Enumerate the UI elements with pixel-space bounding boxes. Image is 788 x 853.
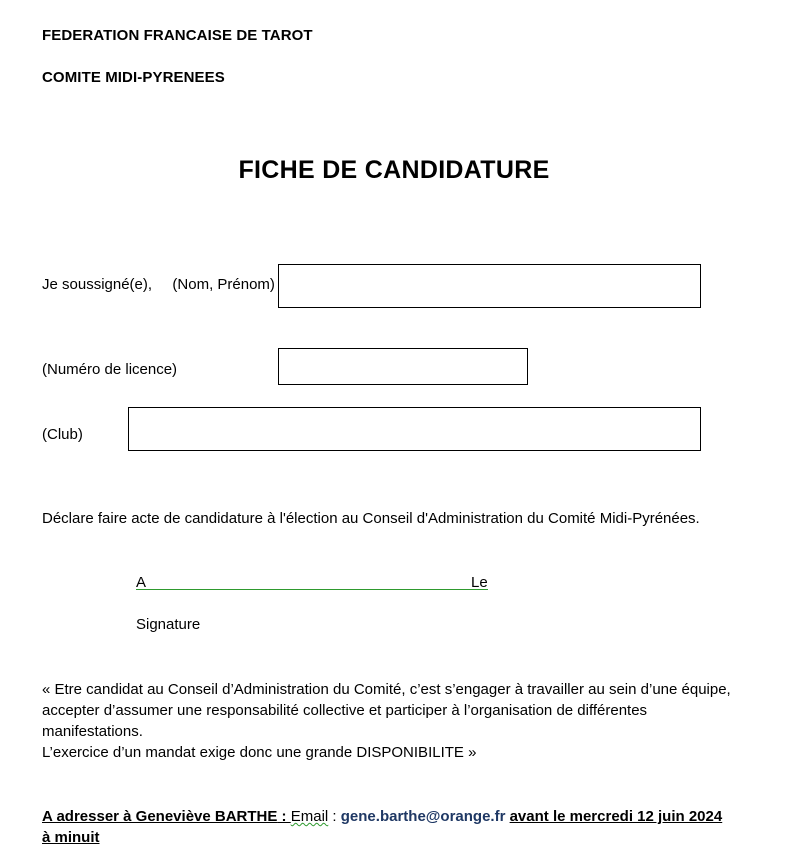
name-label <box>42 276 275 293</box>
name-label-prefix: Je soussigné(e), <box>42 276 153 293</box>
email-label: Email <box>290 808 329 825</box>
footer-line-2 <box>42 827 100 848</box>
place-label: A <box>136 574 147 591</box>
deadline-time: à minuit <box>42 829 100 846</box>
declaration-text: Déclare faire acte de candidature à l'élection au Conseil d'Administration du Comité Midi-Pyrénées. <box>42 510 700 527</box>
address-colon: : <box>277 808 291 825</box>
committee-heading: COMITE MIDI-PYRENEES <box>42 69 225 86</box>
quote-line: « Etre candidat au Conseil d’Administration du Comité, c’est s’engager à travailler au sein d’une équipe, <box>42 681 731 698</box>
name-label-hint: (Nom, Prénom) <box>172 276 275 293</box>
quote-line: L’exercice d’un mandat exige donc une grande DISPONIBILITE » <box>42 744 477 761</box>
license-field[interactable] <box>278 348 528 385</box>
footer-line-1 <box>42 806 722 827</box>
place-date-line[interactable] <box>136 589 488 590</box>
signature-label: Signature <box>136 616 201 633</box>
email-separator: : <box>328 808 341 825</box>
quote-paragraph <box>42 679 731 763</box>
club-field[interactable] <box>128 407 701 451</box>
club-label: (Club) <box>42 426 83 443</box>
email-link[interactable]: gene.barthe@orange.fr <box>340 808 506 825</box>
quote-line: manifestations. <box>42 723 143 740</box>
quote-line: accepter d’assumer une responsabilité collective et participer à l’organisation de différentes <box>42 702 648 719</box>
name-field[interactable] <box>278 264 701 308</box>
date-label: Le <box>471 574 488 591</box>
address-to: A adresser à Geneviève BARTHE <box>42 808 278 825</box>
federation-heading: FEDERATION FRANCAISE DE TAROT <box>42 27 313 44</box>
deadline-text: avant le mercredi 12 juin 2024 <box>509 808 723 825</box>
page-title: FICHE DE CANDIDATURE <box>238 156 550 184</box>
license-label: (Numéro de licence) <box>42 361 178 378</box>
